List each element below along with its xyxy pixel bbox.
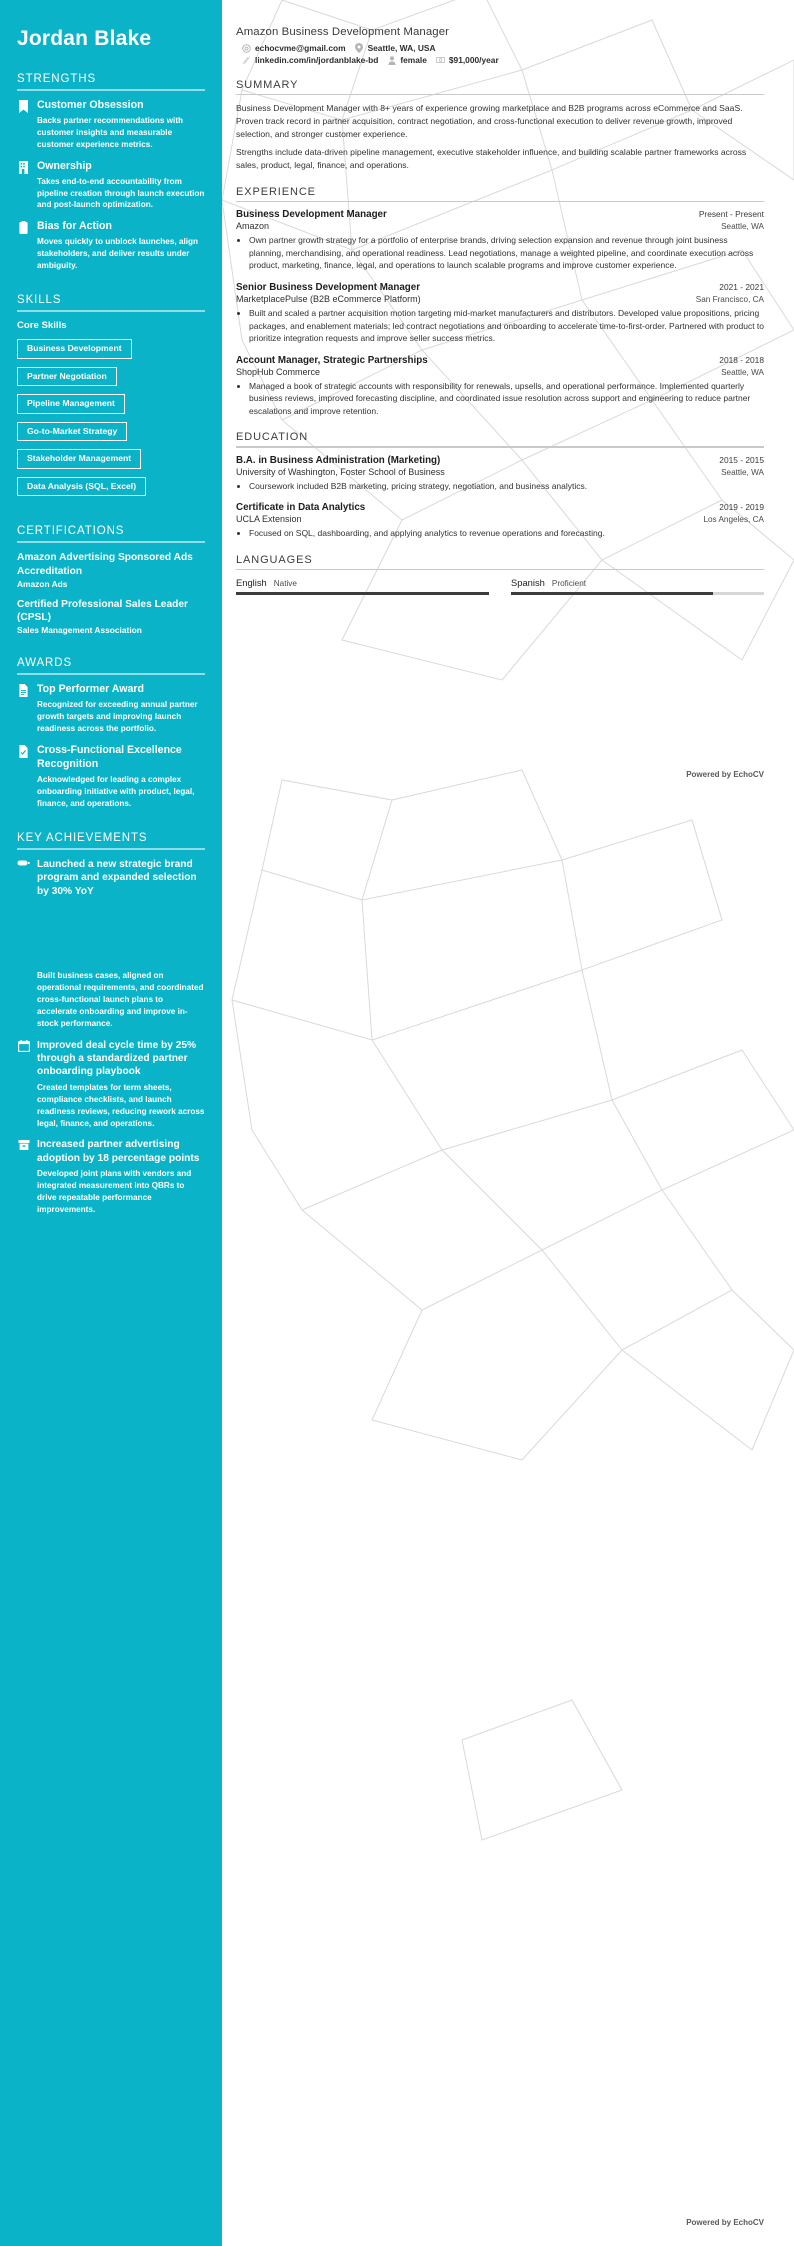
contact-salary-text: $91,000/year	[448, 55, 499, 65]
contact-row-2	[236, 55, 764, 65]
education-title: EDUCATION	[236, 431, 309, 444]
divider	[17, 673, 205, 675]
education-entry	[236, 455, 764, 493]
section-summary	[236, 79, 764, 172]
sidebar	[0, 0, 222, 2246]
certification-name: Certified Professional Sales Leader (CPSL)	[17, 598, 188, 624]
powered-by-footer: Powered by EchoCV	[686, 770, 764, 779]
experience-entry	[236, 282, 764, 345]
strength-title: Ownership	[37, 159, 92, 172]
education-dates: 2019 - 2019	[719, 502, 764, 513]
summary-paragraph: Business Development Manager with 8+ years of experience growing marketplace and B2B programs across eCommerce and SaaS. Proven track record in partner acquisition, contract negotiation, and cross-functional execution to deliver revenue growth, improved selection, and stronger customer experience.	[236, 103, 743, 140]
award-item	[17, 744, 205, 810]
building-icon	[17, 161, 30, 175]
experience-dates: 2021 - 2021	[719, 281, 764, 292]
key-achievement-title: Improved deal cycle time by 25% through a standardized partner onboarding playbook	[37, 1039, 197, 1078]
sidebar-section-strengths	[17, 73, 205, 272]
certification-item	[17, 598, 205, 636]
skill-chip: Pipeline Management	[17, 394, 125, 414]
section-experience	[236, 186, 764, 418]
sidebar-section-awards	[17, 657, 205, 809]
experience-role: Senior Business Development Manager	[236, 281, 421, 293]
skill-chip-list	[17, 338, 205, 504]
award-title: Cross-Functional Excellence Recognition	[37, 744, 182, 771]
section-languages	[236, 554, 764, 595]
certification-org: Sales Management Association	[17, 625, 142, 636]
divider	[236, 446, 764, 447]
contact-email	[242, 43, 346, 53]
skill-chip: Data Analysis (SQL, Excel)	[17, 477, 146, 497]
divider	[236, 94, 764, 95]
divider	[236, 569, 764, 570]
strength-desc: Takes end-to-end accountability from pipeline creation through launch execution and post-launch optimization.	[37, 176, 205, 210]
key-achievement-item	[17, 1039, 205, 1130]
experience-bullet: • Managed a book of strategic accounts with responsibility for renewals, upsells, and operational performance. Implemented quarterly business reviews, improved forecasting discipline, and coordinated issue resolution across support and engineering to reduce partner escalations and improve retention.	[249, 380, 764, 418]
experience-role: Business Development Manager	[236, 209, 387, 221]
key-achievement-desc-row	[17, 967, 205, 1029]
language-item	[511, 577, 764, 595]
experience-org: Amazon	[236, 221, 270, 232]
language-name: Spanish	[511, 577, 545, 589]
document-icon	[17, 684, 30, 698]
language-list	[236, 577, 764, 595]
experience-dates: Present - Present	[698, 209, 764, 220]
experience-location: Seattle, WA	[721, 222, 764, 232]
link-icon	[242, 56, 251, 65]
skills-group-label: Core Skills	[17, 319, 67, 331]
sidebar-section-certifications	[17, 525, 205, 635]
strength-item	[17, 220, 205, 272]
page-break-gap	[17, 907, 205, 967]
education-location: Seattle, WA	[721, 467, 764, 477]
strength-title: Bias for Action	[37, 220, 112, 233]
experience-location: Seattle, WA	[721, 367, 764, 377]
skill-chip: Partner Negotiation	[17, 367, 117, 387]
certification-item	[17, 551, 205, 589]
contact-linkedin-text: linkedin.com/in/jordanblake-bd	[255, 55, 379, 65]
contact-email-text: echocvme@gmail.com	[255, 43, 346, 53]
certification-name: Amazon Advertising Sponsored Ads Accreditation	[17, 552, 193, 577]
key-achievement-desc: Created templates for term sheets, compliance checklists, and launch readiness reviews, reducing rework across legal, finance, and operations.	[37, 1082, 205, 1128]
award-desc: Recognized for exceeding annual partner growth targets and improving launch readiness across the portfolio.	[37, 700, 198, 734]
contact-linkedin	[242, 55, 378, 65]
sidebar-section-skills	[17, 294, 205, 504]
candidate-name: Jordan Blake	[17, 27, 152, 50]
calendar-icon	[17, 1040, 30, 1054]
powered-by-footer: Powered by EchoCV	[686, 2218, 764, 2227]
experience-location: San Francisco, CA	[695, 294, 764, 304]
location-pin-icon	[355, 44, 364, 53]
certifications-title: CERTIFICATIONS	[17, 525, 125, 538]
main-content	[222, 0, 794, 595]
education-dates: 2015 - 2015	[719, 454, 764, 465]
strengths-title: STRENGTHS	[17, 73, 97, 85]
sidebar-section-key-achievements	[17, 832, 205, 1216]
section-education	[236, 431, 764, 540]
education-bullets	[249, 480, 764, 493]
experience-bullet: • Own partner growth strategy for a portfolio of enterprise brands, driving selection expansion and revenue through joint business planning, merchandising, and operational readiness. Lead negotiations, manage a weighted pipeline, and coordinate execution across product, marketing, finance, legal, and operations to launch scalable programs and improve customer experience.	[249, 234, 764, 272]
clipboard-icon	[17, 221, 30, 235]
education-bullet: • Focused on SQL, dashboarding, and applying analytics to revenue operations and forecasting.	[249, 527, 764, 540]
education-bullets	[249, 527, 764, 540]
language-proficiency-bar	[236, 592, 489, 595]
award-title: Top Performer Award	[37, 683, 144, 696]
spacer-icon	[17, 968, 30, 982]
experience-bullets	[249, 307, 764, 345]
divider	[17, 541, 205, 543]
key-achievements-title: KEY ACHIEVEMENTS	[17, 831, 148, 844]
language-item	[236, 577, 489, 595]
education-bullet: • Coursework included B2B marketing, pricing strategy, negotiation, and business analytics.	[249, 480, 764, 493]
language-level: Native	[273, 579, 297, 589]
bookmark-icon	[17, 100, 30, 114]
experience-bullets	[249, 234, 764, 272]
strength-desc: Moves quickly to unblock launches, align stakeholders, and deliver results under ambiguity.	[37, 237, 199, 271]
certification-org: Amazon Ads	[17, 578, 68, 589]
skill-chip: Business Development	[17, 339, 132, 359]
education-school: UCLA Extension	[236, 514, 302, 525]
experience-dates: 2018 - 2018	[719, 354, 764, 365]
contact-location-text: Seattle, WA, USA	[367, 43, 436, 53]
strength-title: Customer Obsession	[37, 99, 144, 111]
divider	[17, 848, 205, 850]
experience-bullet: • Built and scaled a partner acquisition motion targeting mid-market manufacturers and distributors. Developed value propositions, pricing packages, and enablement materials; led contract negotiations and onboarding to accelerate time-to-first-order. Partnered with product to prioritize integration requests and improve seller success metrics.	[249, 307, 764, 345]
strength-item	[17, 99, 205, 151]
award-item	[17, 683, 205, 735]
contact-gender	[387, 55, 427, 65]
key-achievement-title: Increased partner advertising adoption by 18 percentage points	[37, 1139, 200, 1164]
summary-title: SUMMARY	[236, 79, 299, 91]
archive-icon	[17, 1139, 30, 1153]
summary-paragraph: Strengths include data-driven pipeline management, executive stakeholder influence, and building scalable partner frameworks across sales, product, legal, finance, and operations.	[236, 147, 747, 170]
battery-icon	[17, 859, 30, 873]
key-achievement-title: Launched a new strategic brand program and expanded selection by 30% YoY	[37, 858, 197, 897]
language-level: Proficient	[551, 579, 587, 589]
language-proficiency-bar	[511, 592, 764, 595]
experience-bullets	[249, 380, 764, 418]
key-achievement-desc: Built business cases, aligned on operational requirements, and coordinated cross-functional launch plans to accelerate onboarding and improve in-stock performance.	[37, 971, 204, 1028]
education-degree: Certificate in Data Analytics	[236, 502, 366, 514]
contact-location	[355, 43, 436, 53]
experience-entry	[236, 209, 764, 272]
contact-salary	[436, 55, 499, 65]
award-desc: Acknowledged for leading a complex onboarding initiative with product, legal, finance, and operations.	[37, 775, 195, 808]
experience-org: MarketplacePulse (B2B eCommerce Platform)	[236, 293, 421, 304]
contact-gender-text: female	[400, 55, 427, 65]
experience-org: ShopHub Commerce	[236, 366, 321, 377]
skills-title: SKILLS	[17, 293, 62, 306]
strength-desc: Backs partner recommendations with customer insights and measurable customer experience metrics.	[37, 115, 184, 149]
experience-entry	[236, 355, 764, 418]
skill-chip: Stakeholder Management	[17, 449, 141, 469]
divider	[236, 201, 764, 202]
key-achievement-item	[17, 1138, 205, 1215]
language-name: English	[236, 577, 267, 589]
document-check-icon	[17, 745, 30, 759]
skill-chip: Go-to-Market Strategy	[17, 422, 127, 442]
money-icon	[436, 56, 445, 65]
key-achievement-item	[17, 858, 205, 898]
education-degree: B.A. in Business Administration (Marketing)	[236, 454, 441, 466]
email-icon	[242, 44, 251, 53]
divider	[17, 89, 205, 91]
divider	[17, 310, 205, 312]
person-icon	[387, 56, 396, 65]
awards-title: AWARDS	[17, 657, 73, 670]
education-location: Los Angeles, CA	[703, 515, 764, 525]
contact-row-1	[236, 43, 764, 53]
education-entry	[236, 502, 764, 540]
languages-title: LANGUAGES	[236, 553, 313, 566]
key-achievement-desc: Developed joint plans with vendors and integrated measurement into QBRs to drive repeatable performance improvements.	[37, 1169, 192, 1215]
strength-item	[17, 160, 205, 212]
experience-role: Account Manager, Strategic Partnerships	[236, 354, 428, 366]
education-school: University of Washington, Foster School of Business	[236, 466, 445, 477]
target-job-title: Amazon Business Development Manager	[236, 26, 450, 38]
experience-title: EXPERIENCE	[236, 185, 316, 198]
